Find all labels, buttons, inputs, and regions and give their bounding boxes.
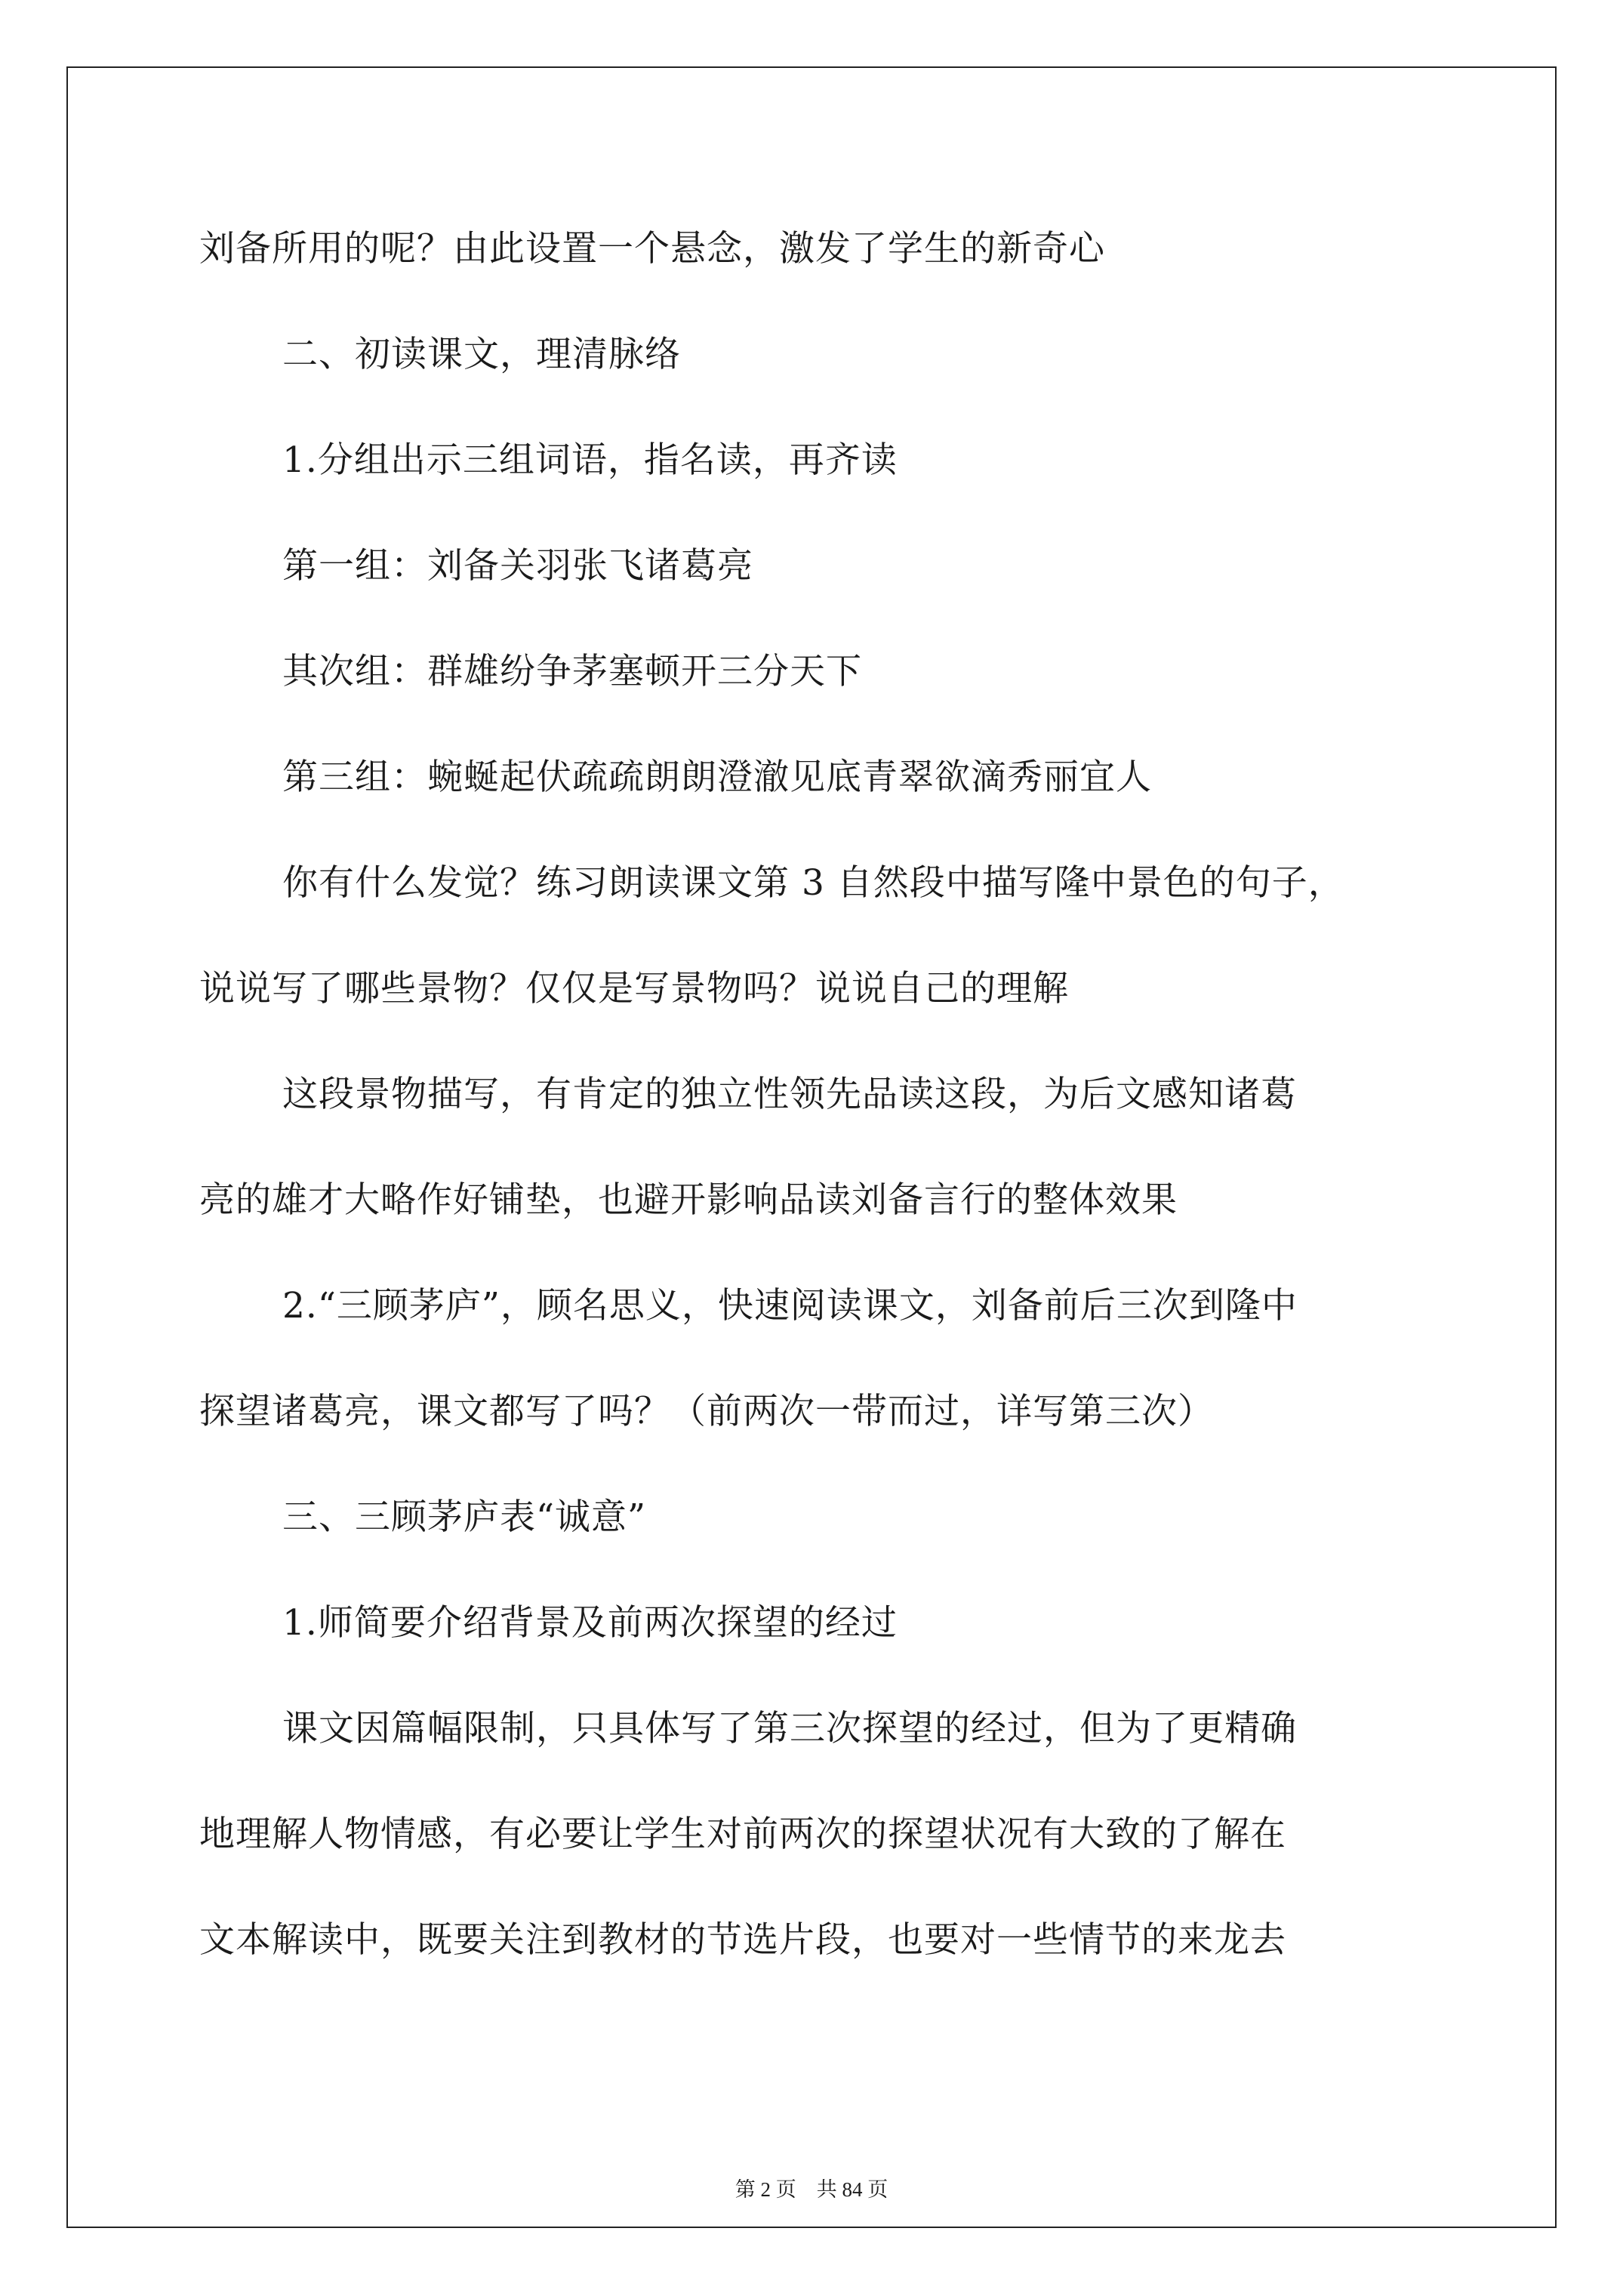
word-group-3: 第三组：蜿蜒起伏疏疏朗朗澄澈见底青翠欲滴秀丽宜人 [282,757,1152,798]
text-line-11: 2.“三顾茅庐”，顾名思义，快速阅读课文，刘备前后三次到隆中 [282,1285,1298,1327]
section-heading-2: 二、初读课文，理清脉络 [282,334,681,375]
text-line-1: 刘备所用的呢？由此设置一个悬念，激发了学生的新奇心 [199,228,1105,270]
text-line-17: 文本解读中，既要关注到教材的节选片段，也要对一些情节的来龙去 [199,1919,1286,1961]
page-number-footer: 第 2 页 共 84 页 [735,2178,888,2201]
text-line-14: 1.师简要介绍背景及前两次探望的经过 [282,1602,898,1644]
page-border [66,66,1557,2228]
text-line-7: 你有什么发觉？练习朗读课文第 3 自然段中描写隆中景色的句子， [282,862,1344,904]
text-line-10: 亮的雄才大略作好铺垫，也避开影响品读刘备言行的整体效果 [199,1179,1178,1221]
section-heading-3: 三、三顾茅庐表“诚意” [282,1496,647,1538]
text-line-8: 说说写了哪些景物？仅仅是写景物吗？说说自己的理解 [199,968,1069,1009]
text-line-9: 这段景物描写，有肯定的独立性领先品读这段，为后文感知诸葛 [282,1074,1297,1115]
text-line-16: 地理解人物情感，有必要让学生对前两次的探望状况有大致的了解在 [199,1814,1286,1855]
word-group-2: 其次组：群雄纷争茅塞顿开三分天下 [282,651,862,692]
text-line-3: 1.分组出示三组词语，指名读，再齐读 [282,439,898,481]
text-line-15: 课文因篇幅限制，只具体写了第三次探望的经过，但为了更精确 [282,1708,1297,1749]
word-group-1: 第一组：刘备关羽张飞诸葛亮 [282,545,753,587]
text-line-12: 探望诸葛亮，课文都写了吗？（前两次一带而过，详写第三次） [199,1391,1214,1432]
